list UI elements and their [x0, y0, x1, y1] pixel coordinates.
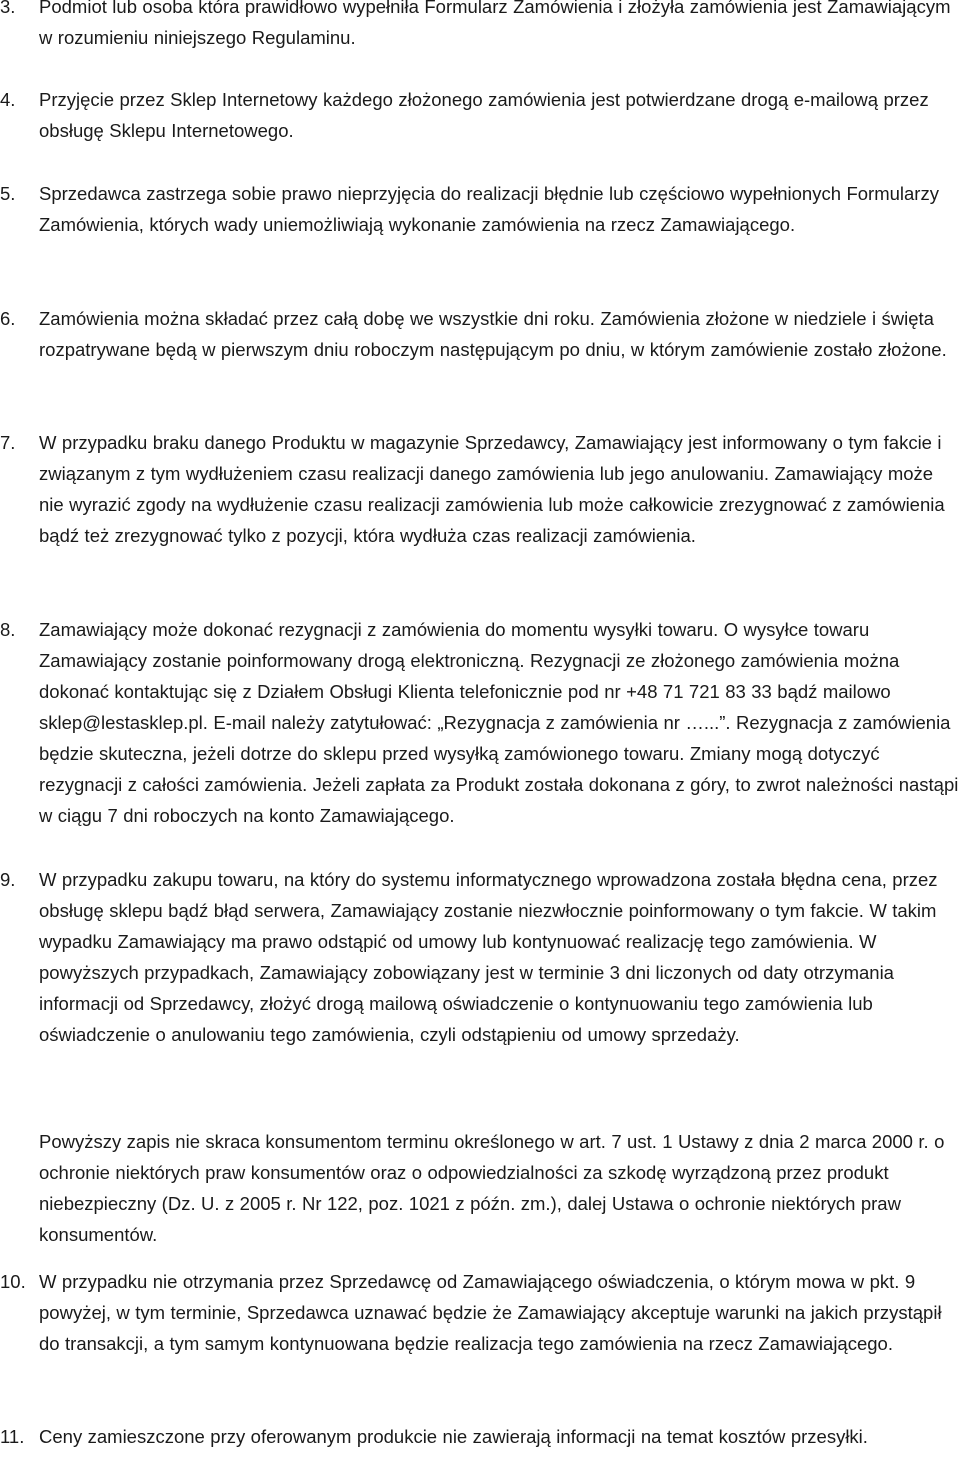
item-number: 8.: [0, 619, 16, 640]
item-number: 3.: [0, 0, 16, 17]
item-text: Powyższy zapis nie skraca konsumentom terminu określonego w art. 7 ust. 1 Ustawy z dnia 2 marca 2000 r. o ochronie niektórych praw konsumentów oraz o odpowiedzialności za szkodę wyrządzoną przez produkt niebezpieczny (Dz. U. z 2005 r. Nr 122, poz. 1021 z późn. zm.), dalej Ustawa o ochronie niektórych praw konsumentów.: [39, 1131, 945, 1245]
item-text: Zamówienia można składać przez całą dobę we wszystkie dni roku. Zamówienia złożone w niedziele i święta rozpatrywane będą w pierwszym dniu roboczym następującym po dniu, w którym zamówienie zostało złożone.: [39, 308, 947, 360]
item-text: W przypadku zakupu towaru, na który do systemu informatycznego wprowadzona została błędna cena, przez obsługę sklepu bądź błąd serwera, Zamawiający zostanie niezwłocznie poinformowany o tym fakcie. W takim wypadku Zamawiający ma prawo odstąpić od umowy lub kontynuować realizację tego zamówienia. W powyższych przypadkach, Zamawiający zobowiązany jest w terminie 3 dni liczonych od daty otrzymania informacji od Sprzedawcy, złożyć drogą mailową oświadczenie o kontynuowaniu tego zamówienia lub oświadczenie o anulowaniu tego zamówienia, czyli odstąpieniu od umowy sprzedaży.: [39, 869, 938, 1045]
item-number: 9.: [0, 869, 16, 890]
item-text: Ceny zamieszczone przy oferowanym produkcie nie zawierają informacji na temat kosztów przesyłki.: [39, 1426, 868, 1447]
item-number: 5.: [0, 183, 16, 204]
item-text: Podmiot lub osoba która prawidłowo wypełniła Formularz Zamówienia i złożyła zamówienia jest Zamawiającym w rozumieniu niniejszego Regulaminu.: [39, 0, 951, 48]
item-number: 11.: [0, 1426, 25, 1447]
item-text: Przyjęcie przez Sklep Internetowy każdego złożonego zamówienia jest potwierdzane drogą e-mailową przez obsługę Sklepu Internetowego.: [39, 89, 929, 141]
item-text: Sprzedawca zastrzega sobie prawo nieprzyjęcia do realizacji błędnie lub częściowo wypełnionych Formularzy Zamówienia, których wady uniemożliwiają wykonanie zamówienia na rzecz Zamawiającego.: [39, 183, 939, 235]
item-number: 4.: [0, 89, 16, 110]
item-number: 10.: [0, 1271, 26, 1292]
item-text: Zamawiający może dokonać rezygnacji z zamówienia do momentu wysyłki towaru. O wysyłce towaru Zamawiający zostanie poinformowany drogą elektroniczną. Rezygnacji ze złożonego zamówienia można dokonać kontaktując się z Działem Obsługi Klienta telefonicznie pod nr +48 71 721 83 33 bądź mailowo sklep@lestasklep.pl. E-mail należy zatytułować: „Rezygnacja z zamówienia nr …...”. Rezygnacja z zamówienia będzie skuteczna, jeżeli dotrze do sklepu przed wysyłką zamówionego towaru. Zmiany mogą dotyczyć rezygnacji z całości zamówienia. Jeżeli zapłata za Produkt została dokonana z góry, to zwrot należności nastąpi w ciągu 7 dni roboczych na konto Zamawiającego.: [39, 619, 959, 826]
item-number: 6.: [0, 308, 16, 329]
item-text: W przypadku braku danego Produktu w magazynie Sprzedawcy, Zamawiający jest informowany o tym fakcie i związanym z tym wydłużeniem czasu realizacji danego zamówienia lub jego anulowaniu. Zamawiający może nie wyrazić zgody na wydłużenie czasu realizacji zamówienia lub może całkowicie zrezygnować z zamówienia bądź też zrezygnować tylko z pozycji, która wydłuża czas realizacji zamówienia.: [39, 432, 945, 546]
item-number: 7.: [0, 432, 16, 453]
item-text: W przypadku nie otrzymania przez Sprzedawcę od Zamawiającego oświadczenia, o którym mowa w pkt. 9 powyżej, w tym terminie, Sprzedawca uznawać będzie że Zamawiający akceptuje warunki na jakich przystąpił do transakcji, a tym samym kontynuowana będzie realizacja tego zamówienia na rzecz Zamawiającego.: [39, 1271, 942, 1354]
